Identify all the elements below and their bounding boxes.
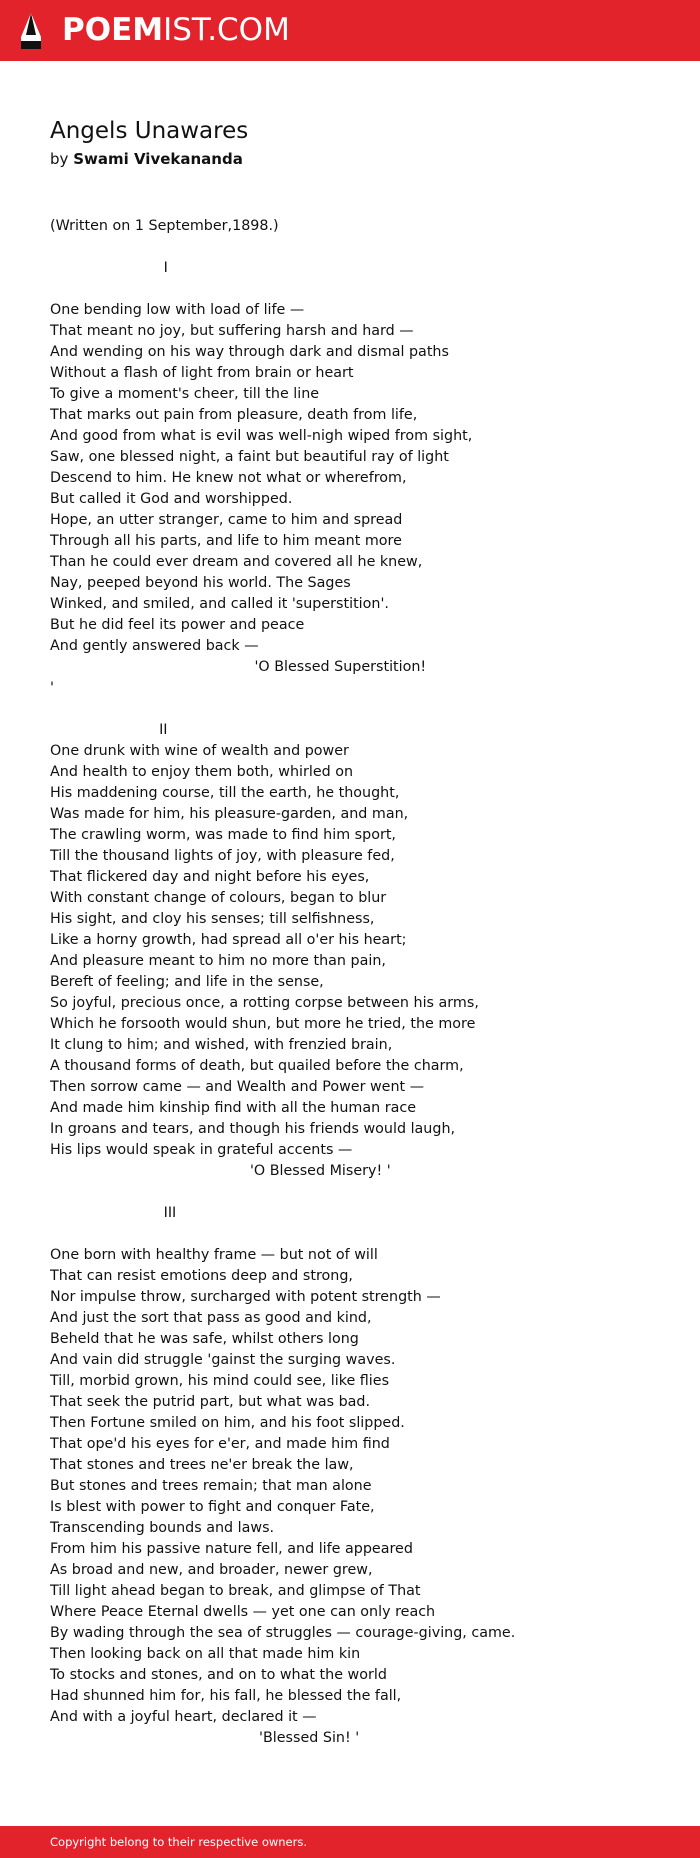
poem-line: That stones and trees ne'er break the law,: [50, 1457, 354, 1473]
poem-author[interactable]: Swami Vivekananda: [73, 150, 243, 168]
poem-line: Then sorrow came — and Wealth and Power went —: [50, 1079, 424, 1095]
poem-line: So joyful, precious once, a rotting corpse between his arms,: [50, 995, 479, 1011]
poem-line: Till, morbid grown, his mind could see, like flies: [50, 1373, 390, 1389]
poem-line: His sight, and cloy his senses; till selfishness,: [50, 911, 375, 927]
poem-line: 'Blessed Sin! ': [50, 1730, 360, 1746]
poem-line: Nay, peeped beyond his world. The Sages: [50, 575, 351, 591]
poem-line: With constant change of colours, began to blur: [50, 890, 387, 906]
poem-line: As broad and new, and broader, newer grew,: [50, 1562, 373, 1578]
poem-line: Is blest with power to fight and conquer Fate,: [50, 1499, 375, 1515]
poem-line: [50, 1182, 670, 1203]
poem-line: Till light ahead began to break, and glimpse of That: [50, 1583, 421, 1599]
poem-line: And vain did struggle 'gainst the surging waves.: [50, 1352, 396, 1368]
poem-line: A thousand forms of death, but quailed before the charm,: [50, 1058, 464, 1074]
poem-line: Nor impulse throw, surcharged with potent strength —: [50, 1289, 441, 1305]
poem-line: [50, 1224, 670, 1245]
poem-line: 'O Blessed Superstition!: [50, 659, 427, 675]
poem-line: And with a joyful heart, declared it —: [50, 1709, 317, 1725]
poem-line: One born with healthy frame — but not of will: [50, 1247, 378, 1263]
brand-light: IST.COM: [163, 12, 290, 48]
poem-line: Hope, an utter stranger, came to him and spread: [50, 512, 403, 528]
poem-line: And just the sort that pass as good and kind,: [50, 1310, 372, 1326]
poem-line: Then Fortune smiled on him, and his foot slipped.: [50, 1415, 405, 1431]
poem-line: (Written on 1 September,1898.): [50, 218, 279, 234]
footer-copyright: Copyright belong to their respective owners.: [50, 1835, 308, 1849]
poem-line: That can resist emotions deep and strong,: [50, 1268, 353, 1284]
poem-line: Saw, one blessed night, a faint but beautiful ray of light: [50, 449, 449, 465]
poem-line: And wending on his way through dark and dismal paths: [50, 344, 449, 360]
poem-line: One drunk with wine of wealth and power: [50, 743, 349, 759]
poem-line: Through all his parts, and life to him meant more: [50, 533, 402, 549]
poem-line: But he did feel its power and peace: [50, 617, 305, 633]
poem-line: [50, 279, 670, 300]
poem-line: That marks out pain from pleasure, death from life,: [50, 407, 418, 423]
poem-body: [50, 216, 670, 1749]
poem-line: That meant no joy, but suffering harsh and hard —: [50, 323, 414, 339]
poem-line: In groans and tears, and though his friends would laugh,: [50, 1121, 456, 1137]
poem-line: [50, 699, 670, 720]
poem-line: [50, 237, 670, 258]
poem-line: But called it God and worshipped.: [50, 491, 293, 507]
poem-line: And gently answered back —: [50, 638, 259, 654]
poem-line: And health to enjoy them both, whirled on: [50, 764, 354, 780]
poem-line: Than he could ever dream and covered all he knew,: [50, 554, 423, 570]
poem-line: His lips would speak in grateful accents —: [50, 1142, 353, 1158]
poem-line: Then looking back on all that made him kin: [50, 1646, 361, 1662]
poem-line: 'O Blessed Misery! ': [50, 1163, 391, 1179]
poem-line: His maddening course, till the earth, he thought,: [50, 785, 400, 801]
poem-line: III: [50, 1205, 177, 1221]
poem-line: And pleasure meant to him no more than pain,: [50, 953, 386, 969]
poem-line: Till the thousand lights of joy, with pleasure fed,: [50, 848, 395, 864]
poem-line: Descend to him. He knew not what or wherefrom,: [50, 470, 407, 486]
brand-bold: POEM: [62, 12, 164, 48]
poem-content: [50, 114, 670, 1749]
poem-line: To give a moment's cheer, till the line: [50, 386, 320, 402]
poem-byline: [50, 148, 670, 170]
poem-line: I: [50, 260, 168, 276]
site-logo[interactable]: [62, 10, 290, 50]
poem-line: ': [50, 680, 54, 696]
poem-line: That ope'd his eyes for e'er, and made him find: [50, 1436, 390, 1452]
poem-line: Without a flash of light from brain or heart: [50, 365, 354, 381]
poem-line: Like a horny growth, had spread all o'er his heart;: [50, 932, 407, 948]
poem-line: From him his passive nature fell, and life appeared: [50, 1541, 413, 1557]
poem-title: Angels Unawares: [50, 118, 249, 144]
poem-line: Was made for him, his pleasure-garden, and man,: [50, 806, 409, 822]
poem-line: To stocks and stones, and on to what the world: [50, 1667, 387, 1683]
poem-line: Where Peace Eternal dwells — yet one can only reach: [50, 1604, 436, 1620]
poem-line: And made him kinship find with all the human race: [50, 1100, 417, 1116]
pen-nib-icon[interactable]: [18, 11, 44, 51]
poem-line: Beheld that he was safe, whilst others long: [50, 1331, 359, 1347]
poem-line: Winked, and smiled, and called it 'superstition'.: [50, 596, 389, 612]
poem-line: Bereft of feeling; and life in the sense,: [50, 974, 324, 990]
poem-line: One bending low with load of life —: [50, 302, 305, 318]
poem-line: By wading through the sea of struggles — courage-giving, came.: [50, 1625, 516, 1641]
poem-line: Which he forsooth would shun, but more he tried, the more: [50, 1016, 476, 1032]
site-footer: [0, 1826, 700, 1858]
poem-line: Had shunned him for, his fall, he blessed the fall,: [50, 1688, 402, 1704]
poem-line: The crawling worm, was made to find him sport,: [50, 827, 396, 843]
by-prefix: by: [50, 150, 69, 168]
poem-line: Transcending bounds and laws.: [50, 1520, 275, 1536]
poem-line: II: [50, 722, 168, 738]
poem-line: That flickered day and night before his eyes,: [50, 869, 370, 885]
poem-line: That seek the putrid part, but what was bad.: [50, 1394, 371, 1410]
poem-line: And good from what is evil was well-nigh wiped from sight,: [50, 428, 473, 444]
poem-line: It clung to him; and wished, with frenzied brain,: [50, 1037, 393, 1053]
site-header: [0, 0, 700, 61]
poem-line: But stones and trees remain; that man alone: [50, 1478, 372, 1494]
